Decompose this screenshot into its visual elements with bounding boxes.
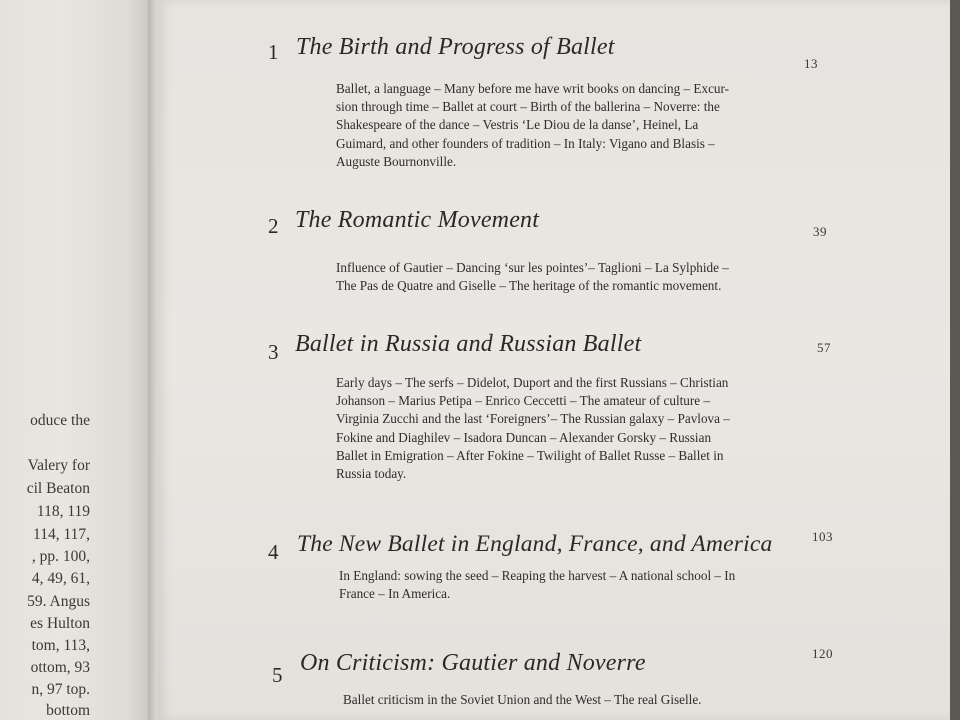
left-page-line: oduce the bbox=[30, 412, 90, 429]
description-line: Ballet in Emigration – After Fokine – Twilight of Ballet Russe – Ballet in bbox=[336, 447, 724, 463]
description-line: Fokine and Diaghilev – Isadora Duncan – Alexander Gorsky – Russian bbox=[336, 429, 712, 445]
left-page-line: es Hulton bbox=[30, 615, 90, 632]
chapter-description bbox=[336, 374, 730, 483]
chapter-page-number: 57 bbox=[817, 340, 831, 355]
contents-page bbox=[158, 0, 953, 720]
left-page-line: 4, 49, 61, bbox=[31, 570, 90, 587]
left-page-line: 59. Angus bbox=[27, 593, 90, 610]
chapter-page-number: 13 bbox=[804, 56, 818, 71]
chapter-title: The New Ballet in England, France, and America bbox=[297, 531, 773, 557]
chapter-number: 4 bbox=[268, 540, 279, 564]
description-line: Guimard, and other founders of tradition – In Italy: Vigano and Blasis – bbox=[336, 135, 715, 151]
chapter-page-number: 120 bbox=[812, 646, 833, 661]
chapter-page-number: 39 bbox=[813, 224, 827, 239]
description-line: France – In America. bbox=[339, 586, 451, 602]
left-page-line: bottom bbox=[46, 702, 90, 719]
left-page-line: ottom, 93 bbox=[30, 659, 90, 676]
description-line: Ballet criticism in the Soviet Union and the West – The real Giselle. bbox=[343, 692, 702, 707]
description-line: Early days – The serfs – Didelot, Duport and the first Russians – Christian bbox=[336, 375, 729, 390]
chapter-description bbox=[336, 80, 729, 171]
description-line: In England: sowing the seed – Reaping the harvest – A national school – In bbox=[339, 568, 736, 583]
chapter-number: 3 bbox=[268, 340, 279, 364]
chapter-description bbox=[336, 259, 729, 295]
description-line: Russia today. bbox=[336, 466, 407, 482]
chapter-description bbox=[343, 691, 701, 709]
chapter-number: 2 bbox=[268, 214, 279, 238]
description-line: sion through time – Ballet at court – Birth of the ballerina – Noverre: the bbox=[336, 99, 720, 115]
chapter-number: 5 bbox=[272, 663, 283, 687]
chapter-title: The Romantic Movement bbox=[295, 207, 540, 233]
left-page-line: Valery for bbox=[27, 457, 90, 474]
left-page-line: tom, 113, bbox=[31, 637, 90, 654]
description-line: Shakespeare of the dance – Vestris ‘Le Diou de la danse’, Heinel, La bbox=[336, 117, 699, 133]
chapter-title: The Birth and Progress of Ballet bbox=[296, 34, 615, 60]
description-line: Johanson – Marius Petipa – Enrico Ceccetti – The amateur of culture – bbox=[336, 393, 711, 409]
page-edge bbox=[950, 0, 960, 720]
chapter-title: On Criticism: Gautier and Noverre bbox=[300, 650, 646, 676]
left-page-line: , pp. 100, bbox=[31, 548, 90, 565]
chapter-title: Ballet in Russia and Russian Ballet bbox=[295, 331, 642, 357]
description-line: The Pas de Quatre and Giselle – The heritage of the romantic movement. bbox=[336, 278, 722, 294]
left-page-line: 114, 117, bbox=[33, 526, 90, 543]
description-line: Influence of Gautier – Dancing ‘sur les pointes’– Taglioni – La Sylphide – bbox=[336, 260, 729, 275]
left-page-line: n, 97 top. bbox=[31, 681, 90, 698]
left-page-line: 118, 119 bbox=[36, 503, 90, 520]
left-page bbox=[0, 0, 152, 720]
left-page-line: cil Beaton bbox=[26, 480, 90, 497]
chapter-number: 1 bbox=[268, 40, 279, 64]
chapter-description bbox=[339, 567, 735, 603]
chapter-page-number: 103 bbox=[812, 529, 833, 544]
description-line: Auguste Bournonville. bbox=[336, 153, 457, 169]
description-line: Ballet, a language – Many before me have writ books on dancing – Excur- bbox=[336, 81, 730, 96]
description-line: Virginia Zucchi and the last ‘Foreigners’– The Russian galaxy – Pavlova – bbox=[336, 411, 730, 427]
